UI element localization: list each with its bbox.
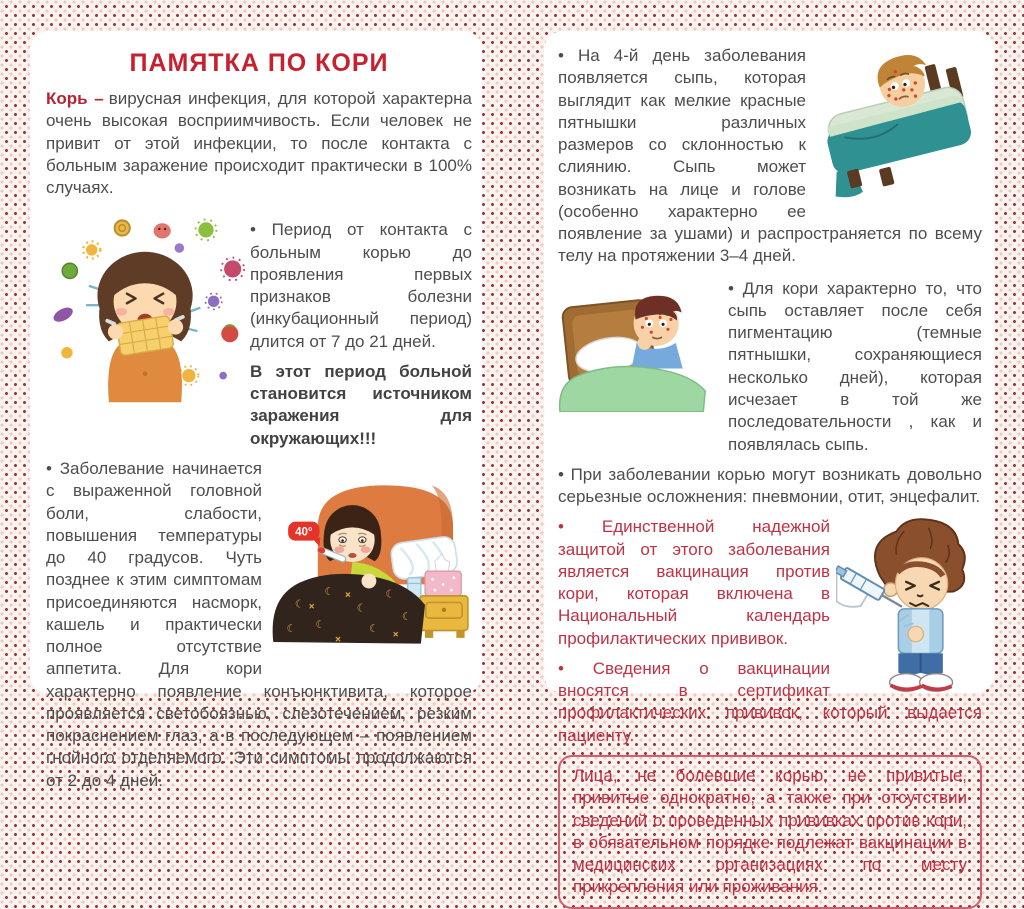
girl-icon xyxy=(97,252,192,402)
certificate-paragraph: • Сведения о вакцинации вносятся в сертификат профилактических прививок, который выдается пациенту. xyxy=(558,658,982,745)
svg-text:☾: ☾ xyxy=(401,609,412,623)
svg-text:☾: ☾ xyxy=(315,618,325,632)
svg-text:☾: ☾ xyxy=(356,601,367,615)
right-page xyxy=(544,31,994,897)
vaccination-boy-illustration xyxy=(836,518,982,694)
left-page xyxy=(30,31,482,790)
pigmentation-paragraph: • Для кори характерно то, что сыпь оставляет после себя пигментацию (темные пятнышки, сохраняющиеся несколько дней), которая исчезает в той же последовательности , как и появлялась сыпь. xyxy=(728,278,982,454)
sick-girl-in-bed-icon xyxy=(270,460,472,660)
nightstand-icon xyxy=(420,596,468,638)
svg-text:☾: ☾ xyxy=(286,622,297,636)
sick-girl-illustration xyxy=(270,460,472,660)
fever-bubble-icon xyxy=(288,522,320,547)
vaccination-paragraph: • Единственной надежной защитой от этого заболевания является вакцинация против кори, которая включена в Национальный календарь профилактических прививок. xyxy=(558,517,830,648)
notice-box xyxy=(558,755,982,909)
complications-paragraph: • При заболевании корью могут возникать довольно серьезные осложнения: пневмонии, отит, энцефалит. xyxy=(558,464,982,507)
boy-sitting-illustration xyxy=(558,276,720,412)
page-title: ПАМЯТКА ПО КОРИ xyxy=(129,49,389,77)
svg-text:☾: ☾ xyxy=(294,597,305,611)
fever-badge: 40° xyxy=(295,526,313,539)
intro-text: вирусная инфекция, для которой характерна очень высокая восприимчивость. Если человек не привит от этой инфекции, то после контакта с больным заражение происходит практически в 100% случаях. xyxy=(46,89,473,198)
boy-in-bed-illustration xyxy=(814,45,982,211)
pigmentation-row xyxy=(558,276,982,464)
intro-lead: Корь – xyxy=(46,89,104,108)
boy-in-bed-rash-icon xyxy=(814,45,982,211)
boy-getting-vaccine-icon xyxy=(836,518,982,694)
intro-paragraph xyxy=(46,88,472,199)
symptoms-paragraph: • Заболевание начинается с выраженной головной боли, слабости, повышения температуры до 40 градусов. Чуть позднее к этим симптомам присоединяются насморк, кашель и практически полное отсутствие аппетита. Для кори характерно появление конъюнктивита, которое проявляется светобоязнью, слезотечением, резким покраснением глаз, а в последующем – появлением гнойного отделяемого. Эти симптомы продолжаются от 2 до 4 дней. xyxy=(46,458,472,790)
svg-text:☾: ☾ xyxy=(385,587,396,601)
incubation-warning: В этот период больной становится источником заражения для окружающих!!! xyxy=(250,361,472,448)
rash-paragraph: • На 4-й день заболевания появляется сыпь, которая выглядит как мелкие красные пятнышки различных размеров со склонностью к слиянию. Сыпь может возникать на лице и голове (особенно характерно ее появление за ушами) и распространяется по всему телу на протяжении 3–4 дней. xyxy=(558,46,982,266)
notice-text: Лица, не болевшие корью, не привитые, привитые однократно, а также при отсутствии сведений о проведенных прививках против кори, в обязательном порядке подлежат вакцинации в медицинских организациях по месту прикрепления или проживания. xyxy=(573,765,967,897)
svg-text:☾: ☾ xyxy=(324,585,335,599)
boy-sitting-in-bed-rash-icon xyxy=(558,276,720,412)
incubation-row xyxy=(46,207,472,458)
svg-text:☾: ☾ xyxy=(368,622,379,636)
sneezing-girl-illustration xyxy=(46,209,246,407)
incubation-paragraph: • Период от контакта с больным корью до проявления первых признаков болезни (инкубационный период) длится от 7 до 21 дней. xyxy=(250,220,472,351)
sneezing-girl-with-germs-icon xyxy=(46,209,246,407)
